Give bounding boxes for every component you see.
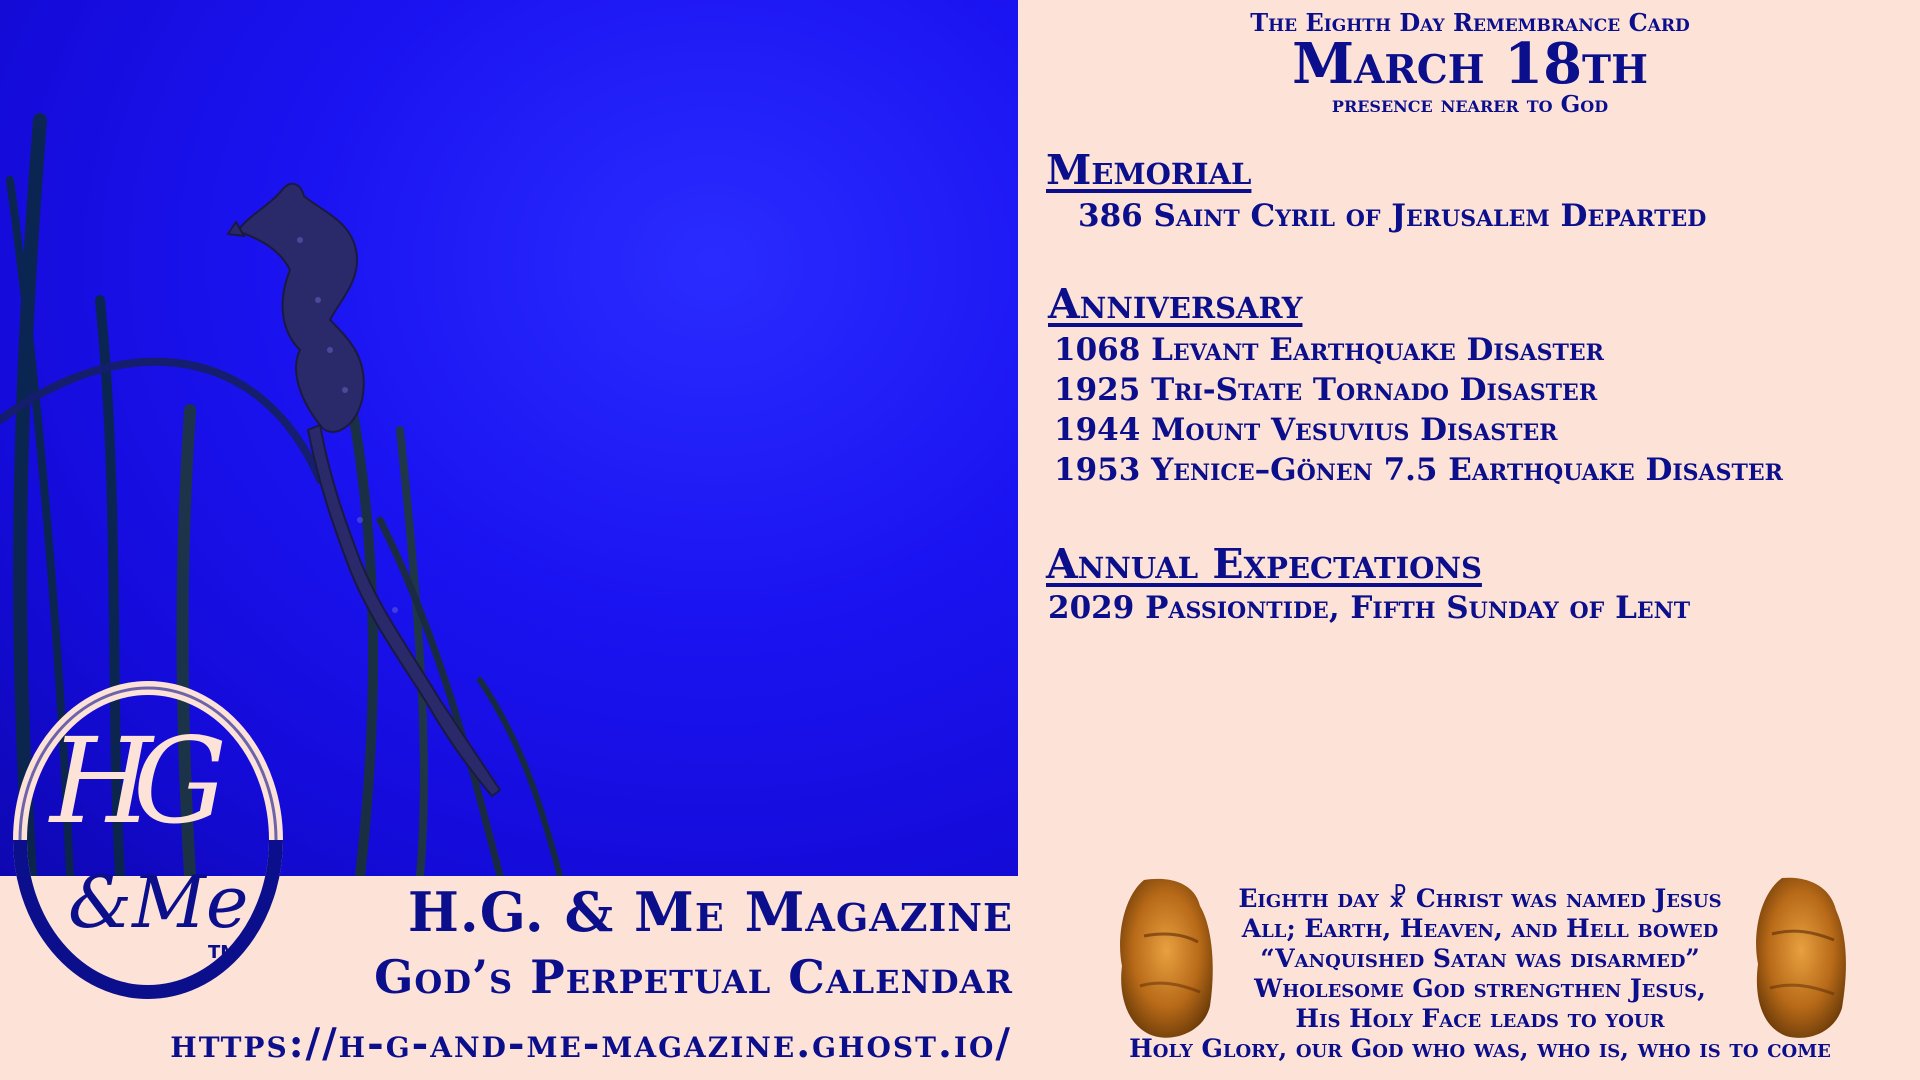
card-date: March 18th bbox=[1292, 31, 1648, 97]
card-title: The Eighth Day Remembrance Card bbox=[1250, 8, 1690, 37]
memorial-item: 386 Saint Cyril of Jerusalem Departed bbox=[1078, 198, 1707, 234]
verse-line-1-start: Eighth day bbox=[1238, 884, 1379, 913]
magazine-url-link[interactable]: https://h-g-and-me-magazine.ghost.io/ bbox=[170, 1020, 1012, 1067]
verse-line-2: All; Earth, Heaven, and Hell bowed bbox=[1241, 914, 1719, 943]
verse-line-3: “Vanquished Satan was disarmed” bbox=[1260, 944, 1700, 973]
annual-expectations-heading: Annual Expectations bbox=[1046, 540, 1482, 588]
verse-line-1 bbox=[1100, 884, 1860, 914]
presence-subtitle: presence nearer to God bbox=[1331, 91, 1609, 118]
verse-block bbox=[1100, 884, 1860, 1064]
verse-line-1-end: Christ was named Jesus bbox=[1415, 884, 1722, 913]
hg-and-me-logo bbox=[8, 672, 288, 1010]
anniversary-item: 1068 Levant Earthquake Disaster bbox=[1054, 332, 1604, 368]
logo-and-me: &Me bbox=[68, 860, 249, 944]
magazine-title: H.G. & Me Magazine bbox=[407, 880, 1013, 944]
logo-letters: HG bbox=[50, 712, 208, 850]
chi-rho-icon: ☧ bbox=[1387, 884, 1408, 913]
verse-line-4: Wholesome God strengthen Jesus, bbox=[1254, 974, 1706, 1003]
verse-line-5: His Holy Face leads to your bbox=[1295, 1004, 1665, 1033]
annual-expectation-item: 2029 Passiontide, Fifth Sunday of Lent bbox=[1048, 590, 1691, 626]
logo-trademark: TM bbox=[208, 942, 239, 963]
card-header bbox=[1020, 0, 1920, 118]
anniversary-heading: Anniversary bbox=[1048, 280, 1303, 328]
anniversary-item: 1925 Tri-State Tornado Disaster bbox=[1054, 372, 1598, 408]
verse-line-6: Holy Glory, our God who was, who is, who is to come bbox=[1129, 1034, 1831, 1063]
memorial-heading: Memorial bbox=[1046, 146, 1252, 194]
calendar-title: God’s Perpetual Calendar bbox=[374, 950, 1013, 1004]
anniversary-item: 1944 Mount Vesuvius Disaster bbox=[1054, 412, 1558, 448]
anniversary-item: 1953 Yenice–Gönen 7.5 Earthquake Disaster bbox=[1054, 452, 1783, 488]
